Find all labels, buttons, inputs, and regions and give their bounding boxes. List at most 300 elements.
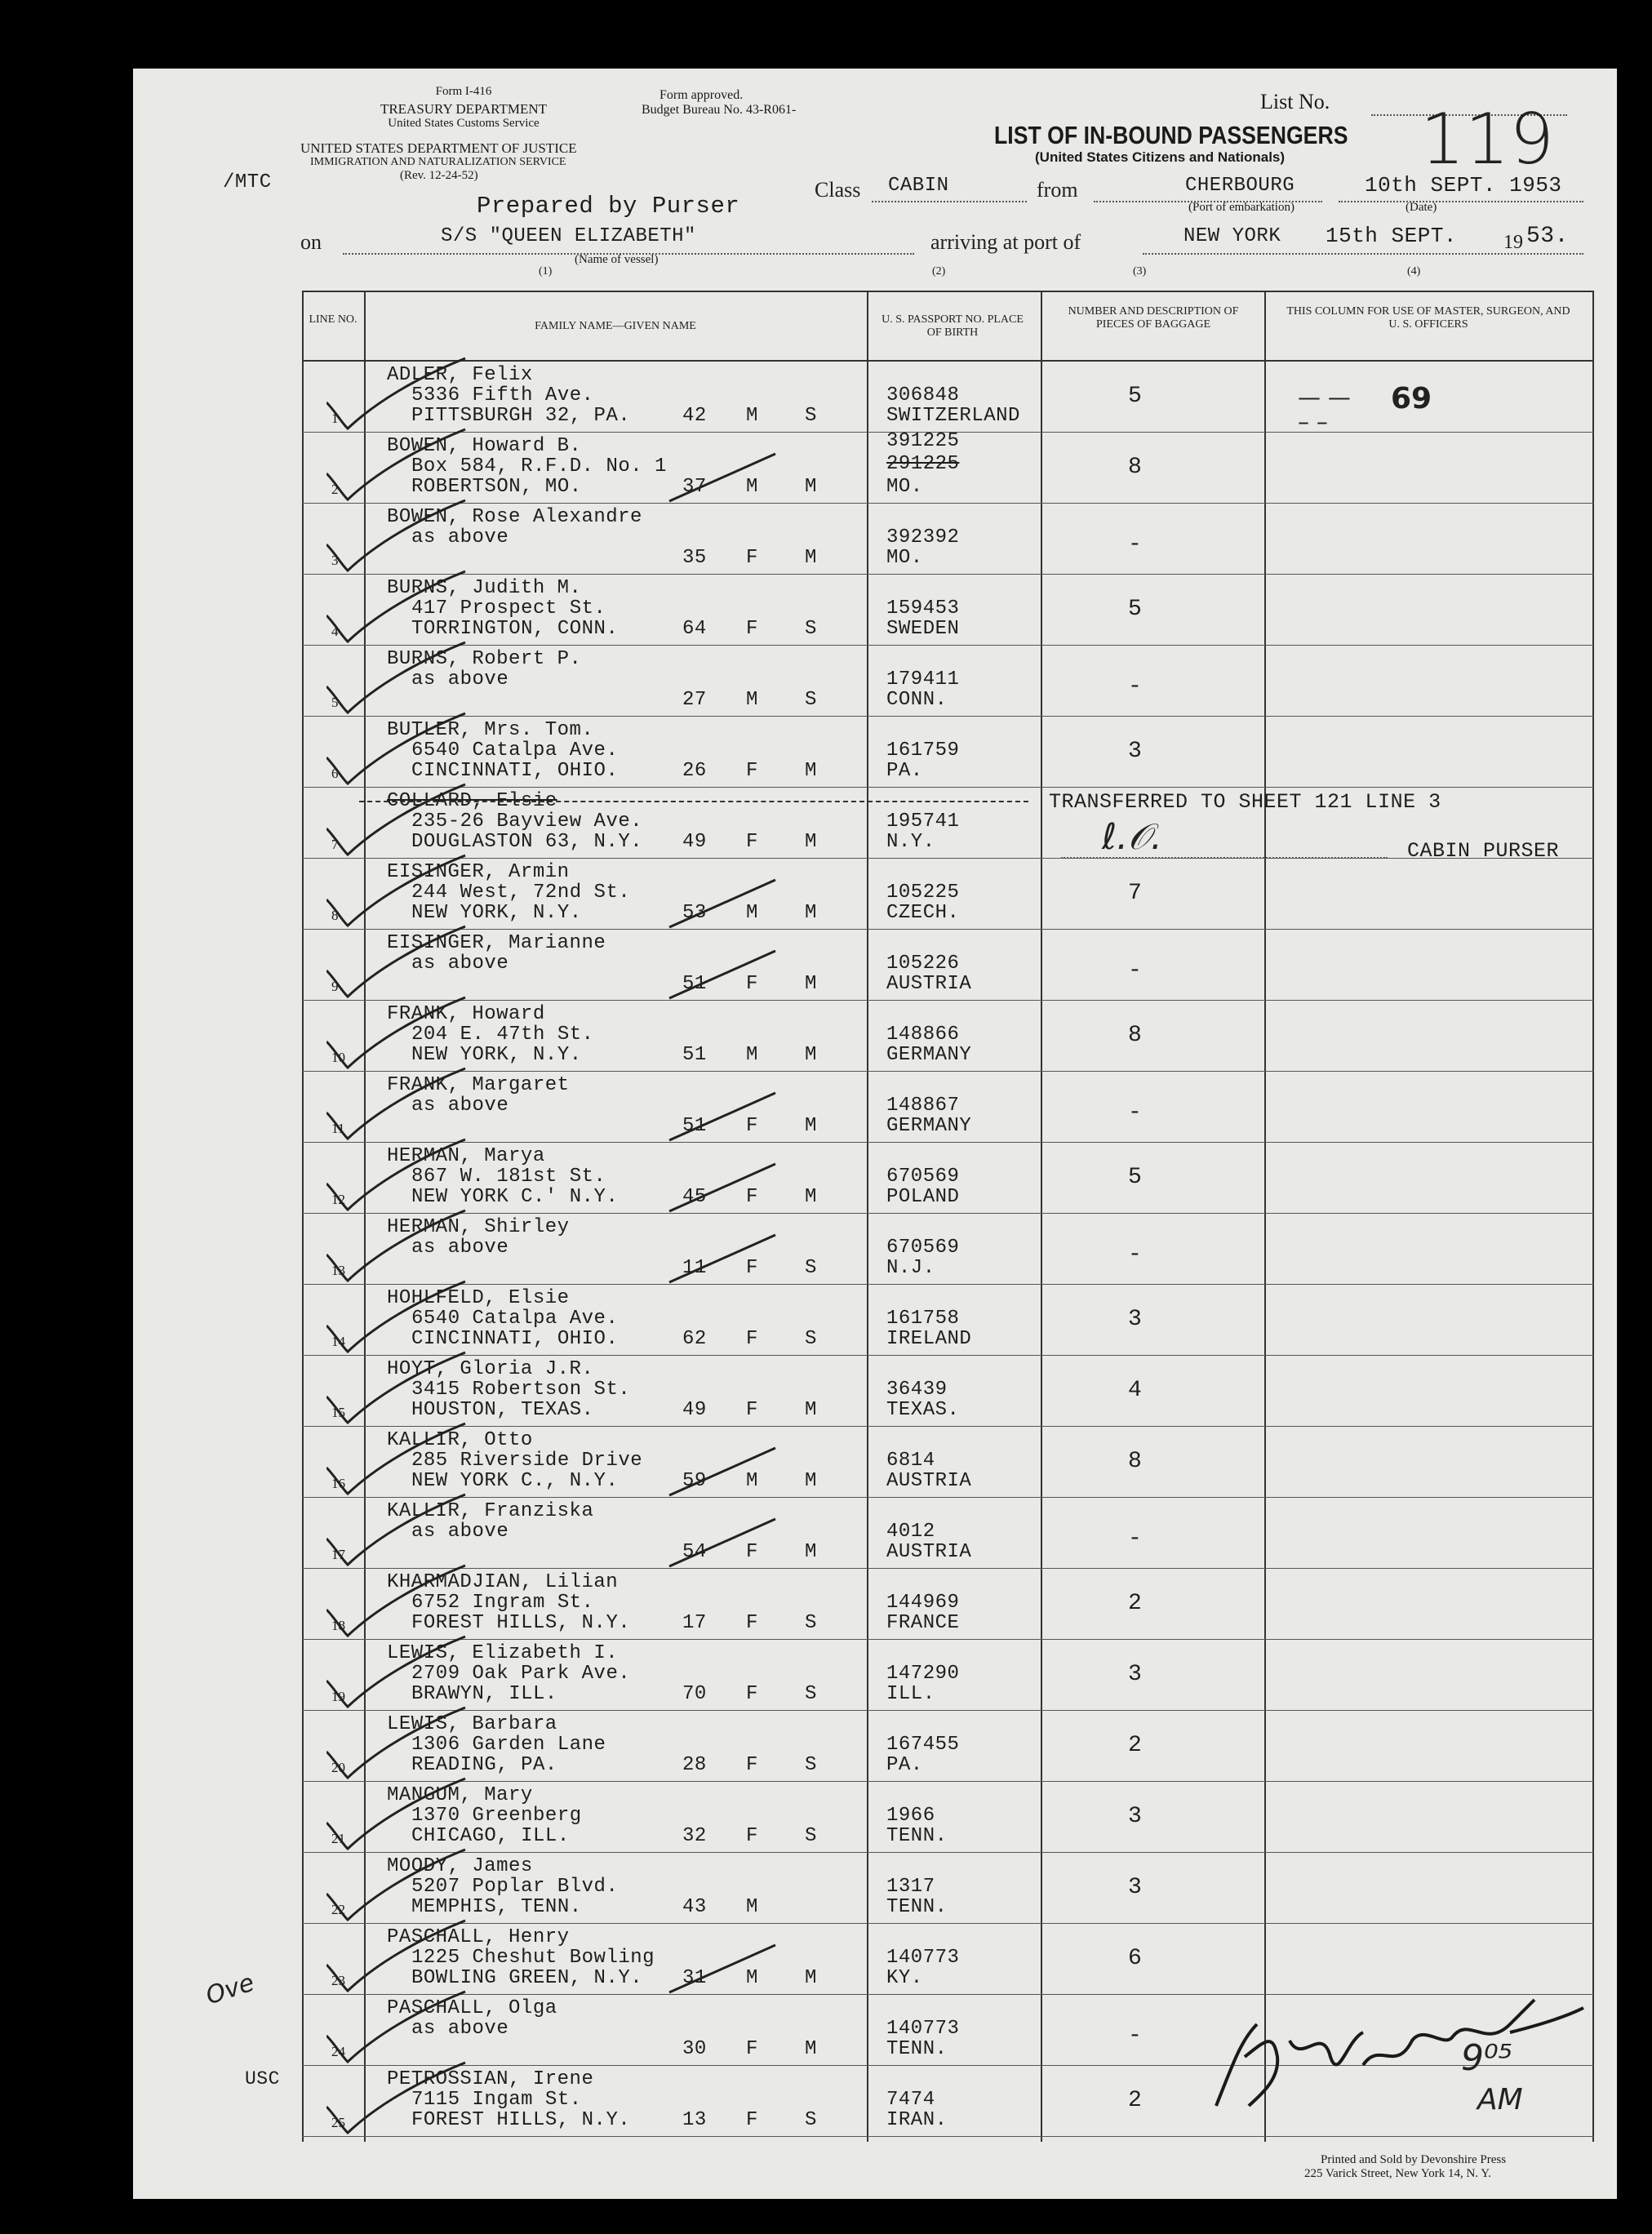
passenger-age: 51 (682, 973, 707, 995)
check-mark (326, 637, 482, 719)
table-row (302, 1356, 1594, 1427)
line-number: 6 (331, 766, 339, 781)
signature-am: AM (1477, 2083, 1523, 2116)
passenger-age: 26 (682, 760, 707, 782)
place-of-birth: TENN. (886, 1896, 948, 1918)
slash-mark (661, 875, 784, 932)
check-mark (326, 1987, 482, 2068)
check-mark (326, 1916, 482, 1997)
passenger-city: TORRINGTON, CONN. (411, 618, 619, 640)
passenger-sex: M (746, 1967, 758, 1989)
passenger-age: 35 (682, 547, 707, 569)
col3-number: (3) (1133, 265, 1147, 278)
passenger-address: 6540 Catalpa Ave. (411, 1308, 619, 1330)
passenger-sex: M (746, 1896, 758, 1918)
passenger-age: 51 (682, 1115, 707, 1137)
passenger-sex: F (746, 1257, 758, 1279)
row-divider (302, 2136, 1594, 2137)
baggage-count: - (1128, 532, 1143, 557)
check-mark (326, 1135, 482, 1216)
corner-usc: USC (245, 2068, 280, 2090)
slash-mark (661, 1940, 784, 1997)
marital-status: S (805, 1612, 817, 1634)
passenger-address: as above (411, 1521, 509, 1543)
passenger-age: 30 (682, 2038, 707, 2060)
baggage-count: - (1128, 958, 1143, 984)
passenger-name: EISINGER, Armin (387, 861, 570, 883)
baggage-count: - (1128, 1100, 1143, 1126)
arrival-year: 53. (1526, 224, 1569, 249)
class-label: Class (815, 178, 861, 202)
passenger-address: 6540 Catalpa Ave. (411, 739, 619, 762)
passenger-name: COLLARD, Elsie (387, 790, 557, 812)
passport-number: 140773 (886, 1947, 960, 1969)
passenger-sex: F (746, 1683, 758, 1705)
embark-date: 10th SEPT. 1953 (1365, 173, 1562, 198)
place-of-birth: N.J. (886, 1257, 935, 1279)
passenger-city: DOUGLASTON 63, N.Y. (411, 831, 643, 853)
baggage-count: 3 (1128, 1875, 1143, 1900)
marital-status: M (805, 902, 817, 924)
passport-number: 6814 (886, 1450, 935, 1472)
table-row (302, 1924, 1594, 1995)
passenger-address: 7115 Ingam St. (411, 2089, 582, 2111)
line-number: 16 (331, 1476, 345, 1491)
margin-scrawl: Ove (202, 1968, 258, 2011)
line-number: 17 (331, 1547, 345, 1562)
passenger-address: 417 Prospect St. (411, 597, 606, 620)
passport-number: 161758 (886, 1308, 960, 1330)
passenger-age: 49 (682, 1399, 707, 1421)
place-of-birth: PA. (886, 760, 923, 782)
passenger-age: 31 (682, 1967, 707, 1989)
table-row (302, 1285, 1594, 1356)
purser-initials: ℓ.𝒪. (1102, 816, 1162, 858)
passenger-name: BOWEN, Howard B. (387, 435, 582, 457)
passenger-city: NEW YORK C., N.Y. (411, 1470, 619, 1492)
check-mark (326, 1206, 482, 1287)
marital-status: S (805, 1257, 817, 1279)
passenger-name: BUTLER, Mrs. Tom. (387, 719, 594, 741)
marital-status: M (805, 973, 817, 995)
passport-number: 140773 (886, 2018, 960, 2040)
marital-status: S (805, 1754, 817, 1776)
slash-mark (661, 1159, 784, 1216)
check-mark (326, 353, 482, 435)
passenger-age: 42 (682, 405, 707, 427)
passenger-sex: F (746, 618, 758, 640)
passenger-age: 49 (682, 831, 707, 853)
passenger-address: 5336 Fifth Ave. (411, 384, 594, 406)
passenger-city: CINCINNATI, OHIO. (411, 760, 619, 782)
passenger-sex: M (746, 1470, 758, 1492)
officer-dash-mark: — — (1298, 384, 1351, 411)
passenger-address: 867 W. 181st St. (411, 1166, 606, 1188)
place-of-birth: N.Y. (886, 831, 935, 853)
arrival-date: 15th SEPT. (1326, 224, 1458, 248)
justice-dept: UNITED STATES DEPARTMENT OF JUSTICE (300, 140, 577, 156)
passenger-age: 45 (682, 1186, 707, 1208)
passenger-address: as above (411, 1237, 509, 1259)
passenger-age: 53 (682, 902, 707, 924)
line-number: 10 (331, 1050, 345, 1065)
baggage-count: 2 (1128, 2088, 1143, 2113)
passenger-age: 37 (682, 476, 707, 498)
passenger-city: HOUSTON, TEXAS. (411, 1399, 594, 1421)
table-row (302, 1640, 1594, 1711)
col2-number: (2) (932, 265, 946, 278)
table-row (302, 930, 1594, 1001)
check-mark (326, 1348, 482, 1429)
arrival-year-prefix: 19 (1503, 232, 1523, 253)
passenger-sex: F (746, 2109, 758, 2131)
line-number: 19 (331, 1689, 345, 1704)
check-mark (326, 1490, 482, 1571)
passenger-city: NEW YORK C.' N.Y. (411, 1186, 619, 1208)
budget-bureau: Budget Bureau No. 43-R061- (642, 103, 797, 117)
baggage-count: - (1128, 674, 1143, 700)
table-row (302, 1498, 1594, 1569)
table-row (302, 1427, 1594, 1498)
passport-number: 1317 (886, 1876, 935, 1898)
check-mark (326, 1632, 482, 1713)
check-mark (326, 1845, 482, 1926)
stamp-mtc: /MTC (223, 171, 272, 193)
place-of-birth: AUSTRIA (886, 973, 972, 995)
marital-status: M (805, 831, 817, 853)
line-number: 20 (331, 1760, 345, 1775)
passenger-city: PITTSBURGH 32, PA. (411, 405, 631, 427)
passenger-sex: M (746, 476, 758, 498)
baggage-count: 2 (1128, 1591, 1143, 1616)
passenger-sex: F (746, 1541, 758, 1563)
passport-number: 670569 (886, 1237, 960, 1259)
table-row (302, 717, 1594, 788)
passport-number: 392392 (886, 526, 960, 549)
signature-time: 9⁰⁵ (1461, 2037, 1513, 2079)
passenger-name: HOYT, Gloria J.R. (387, 1358, 594, 1380)
table-row (302, 1143, 1594, 1214)
col-header-name: FAMILY NAME—GIVEN NAME (535, 320, 696, 332)
table-row (302, 1214, 1594, 1285)
strike-dash-line (359, 801, 1028, 802)
baggage-count: - (1128, 1526, 1143, 1552)
passenger-address: 1370 Greenberg (411, 1805, 582, 1827)
check-mark (326, 2058, 482, 2139)
passport-number-struck: 291225 (886, 453, 960, 475)
check-mark (326, 1703, 482, 1784)
passenger-name: BURNS, Robert P. (387, 648, 582, 670)
passenger-age: 27 (682, 689, 707, 711)
passenger-address: 1306 Garden Lane (411, 1734, 606, 1756)
check-mark (326, 708, 482, 790)
passport-number: 670569 (886, 1166, 960, 1188)
passenger-name: ADLER, Felix (387, 364, 533, 386)
place-of-birth: POLAND (886, 1186, 960, 1208)
passenger-age: 59 (682, 1470, 707, 1492)
baggage-count: 3 (1128, 1307, 1143, 1332)
passenger-sex: F (746, 1754, 758, 1776)
passport-number: 161759 (886, 739, 960, 762)
place-of-birth: MO. (886, 547, 923, 569)
passenger-name: FRANK, Margaret (387, 1074, 570, 1096)
port-embarkation: CHERBOURG (1185, 175, 1295, 197)
place-of-birth: CONN. (886, 689, 948, 711)
place-of-birth: IRELAND (886, 1328, 972, 1350)
slash-mark (661, 1443, 784, 1500)
passenger-name: HOHLFELD, Elsie (387, 1287, 570, 1309)
line-number: 24 (331, 2044, 345, 2059)
place-of-birth: AUSTRIA (886, 1541, 972, 1563)
passenger-sex: F (746, 2038, 758, 2060)
line-number: 23 (331, 1973, 345, 1988)
place-of-birth: CZECH. (886, 902, 960, 924)
passenger-name: MANGUM, Mary (387, 1784, 533, 1806)
table-row (302, 646, 1594, 717)
baggage-count: 5 (1128, 1165, 1143, 1190)
marital-status: M (805, 1399, 817, 1421)
marital-status: M (805, 1044, 817, 1066)
marital-status: M (805, 1541, 817, 1563)
passenger-age: 28 (682, 1754, 707, 1776)
passport-number: 4012 (886, 1521, 935, 1543)
officer-dash-mark: – – (1298, 408, 1328, 435)
table-row (302, 1711, 1594, 1782)
place-of-birth: TENN. (886, 1825, 948, 1847)
passport-number: 391225 (886, 430, 960, 452)
passenger-name: KALLIR, Otto (387, 1429, 533, 1451)
baggage-count: 8 (1128, 1449, 1143, 1474)
passenger-city: MEMPHIS, TENN. (411, 1896, 582, 1918)
col-header-baggage: NUMBER AND DESCRIPTION OF PIECES OF BAGGAGE (1068, 305, 1239, 331)
baggage-count: 6 (1128, 1946, 1143, 1971)
col-header-line: LINE NO. (309, 313, 357, 326)
passenger-name: LEWIS, Elizabeth I. (387, 1642, 619, 1664)
check-mark (326, 424, 482, 506)
port-embarkation-caption: (Port of embarkation) (1188, 201, 1295, 214)
passenger-city: NEW YORK, N.Y. (411, 902, 582, 924)
passenger-address: as above (411, 1095, 509, 1117)
line-number: 13 (331, 1263, 345, 1278)
printer-line-1: Printed and Sold by Devonshire Press (1321, 2153, 1507, 2166)
check-mark (326, 779, 482, 861)
place-of-birth: GERMANY (886, 1044, 972, 1066)
passenger-address: Box 584, R.F.D. No. 1 (411, 455, 667, 477)
place-of-birth: IRAN. (886, 2109, 948, 2131)
list-no-label: List No. (1260, 90, 1330, 113)
table-row (302, 1569, 1594, 1640)
place-of-birth: KY. (886, 1967, 923, 1989)
line-number: 1 (331, 411, 339, 426)
passenger-city: FOREST HILLS, N.Y. (411, 1612, 631, 1634)
passenger-address: 204 E. 47th St. (411, 1024, 594, 1046)
check-mark (326, 1774, 482, 1855)
table-row (302, 504, 1594, 575)
passenger-table (302, 291, 1594, 2142)
baggage-count: - (1128, 1242, 1143, 1268)
table-row (302, 1072, 1594, 1143)
passenger-address: 285 Riverside Drive (411, 1450, 643, 1472)
place-of-birth: PA. (886, 1754, 923, 1776)
passenger-name: LEWIS, Barbara (387, 1713, 557, 1735)
passenger-sex: M (746, 902, 758, 924)
check-mark (326, 566, 482, 648)
passenger-name: MOODY, James (387, 1855, 533, 1877)
passenger-age: 62 (682, 1328, 707, 1350)
check-mark (326, 1064, 482, 1145)
passenger-address: as above (411, 2018, 509, 2040)
place-of-birth: ILL. (886, 1683, 935, 1705)
marital-status: M (805, 1470, 817, 1492)
passenger-age: 43 (682, 1896, 707, 1918)
marital-status: S (805, 1683, 817, 1705)
baggage-count: - (1128, 2023, 1143, 2049)
place-of-birth: GERMANY (886, 1115, 972, 1137)
cabin-purser-label: CABIN PURSER (1407, 839, 1560, 863)
marital-status: S (805, 618, 817, 640)
line-number: 15 (331, 1405, 345, 1420)
check-mark (326, 1419, 482, 1500)
passenger-age: 32 (682, 1825, 707, 1847)
passport-number: 1966 (886, 1805, 935, 1827)
passenger-city: CINCINNATI, OHIO. (411, 1328, 619, 1350)
passenger-sex: F (746, 1115, 758, 1137)
passenger-sex: F (746, 547, 758, 569)
check-mark (326, 922, 482, 1003)
baggage-count: 7 (1128, 881, 1143, 906)
passport-number: 306848 (886, 384, 960, 406)
page-subtitle: (United States Citizens and Nationals) (1035, 149, 1286, 165)
check-mark (326, 1277, 482, 1358)
passenger-city: READING, PA. (411, 1754, 557, 1776)
baggage-count: 3 (1128, 1804, 1143, 1829)
printer-line-2: 225 Varick Street, New York 14, N. Y. (1304, 2167, 1491, 2180)
place-of-birth: MO. (886, 476, 923, 498)
slash-mark (661, 1230, 784, 1287)
passenger-sex: M (746, 1044, 758, 1066)
passport-number: 159453 (886, 597, 960, 620)
class-value: CABIN (888, 175, 949, 197)
passenger-address: as above (411, 668, 509, 691)
passenger-name: FRANK, Howard (387, 1003, 545, 1025)
line-number: 12 (331, 1192, 345, 1207)
marital-status: M (805, 2038, 817, 2060)
place-of-birth: SWEDEN (886, 618, 960, 640)
baggage-count: 3 (1128, 739, 1143, 764)
passport-number: 105225 (886, 882, 960, 904)
passenger-name: BOWEN, Rose Alexandre (387, 506, 642, 528)
baggage-count: 8 (1128, 1023, 1143, 1048)
slash-mark (661, 1088, 784, 1145)
vessel-caption: (Name of vessel) (575, 253, 659, 266)
check-mark (326, 495, 482, 577)
passenger-address: 1225 Cheshut Bowling (411, 1947, 655, 1969)
col4-number: (4) (1407, 265, 1421, 278)
line-number: 8 (331, 908, 339, 923)
passenger-sex: F (746, 1825, 758, 1847)
passport-number: 167455 (886, 1734, 960, 1756)
baggage-count: 3 (1128, 1662, 1143, 1687)
officer-note-69: 69 (1391, 382, 1432, 415)
passenger-sex: F (746, 1612, 758, 1634)
line-number: 7 (331, 837, 339, 852)
passenger-age: 70 (682, 1683, 707, 1705)
customs-service: United States Customs Service (388, 117, 540, 130)
passenger-address: 235-26 Bayview Ave. (411, 811, 643, 833)
passenger-age: 11 (682, 1257, 707, 1279)
marital-status: M (805, 476, 817, 498)
line-number: 22 (331, 1902, 345, 1917)
line-number: 3 (331, 553, 339, 568)
passport-number: 148866 (886, 1024, 960, 1046)
marital-status: M (805, 760, 817, 782)
passenger-age: 13 (682, 2109, 707, 2131)
line-number: 4 (331, 624, 339, 639)
passenger-name: HERMAN, Marya (387, 1145, 545, 1167)
slash-mark (661, 946, 784, 1003)
line-number: 11 (331, 1121, 345, 1136)
col-header-officers: THIS COLUMN FOR USE OF MASTER, SURGEON, AND U. S. OFFICERS (1286, 305, 1570, 331)
line-number: 18 (331, 1618, 345, 1633)
passenger-city: NEW YORK, N.Y. (411, 1044, 582, 1066)
passenger-name: KHARMADJIAN, Lilian (387, 1571, 619, 1593)
baggage-count: 8 (1128, 455, 1143, 480)
on-label: on (300, 230, 322, 254)
passport-number: 36439 (886, 1379, 948, 1401)
passenger-address: 5207 Poplar Blvd. (411, 1876, 619, 1898)
passenger-address: as above (411, 953, 509, 975)
passenger-name: BURNS, Judith M. (387, 577, 582, 599)
arriving-label: arriving at port of (930, 230, 1081, 254)
line-number: 25 (331, 2115, 345, 2130)
passenger-address: as above (411, 526, 509, 549)
passport-number: 144969 (886, 1592, 960, 1614)
place-of-birth: FRANCE (886, 1612, 960, 1634)
marital-status: M (805, 547, 817, 569)
marital-status: S (805, 689, 817, 711)
check-mark (326, 993, 482, 1074)
place-of-birth: SWITZERLAND (886, 405, 1020, 427)
baggage-count: 2 (1128, 1733, 1143, 1758)
check-mark (326, 1561, 482, 1642)
passenger-city: ROBERTSON, MO. (411, 476, 582, 498)
passenger-age: 64 (682, 618, 707, 640)
baggage-count: 5 (1128, 384, 1143, 409)
marital-status: S (805, 1328, 817, 1350)
page-title: LIST OF IN-BOUND PASSENGERS (994, 121, 1348, 149)
passenger-age: 51 (682, 1044, 707, 1066)
form-number: Form I-416 (435, 85, 492, 98)
marital-status: M (805, 1115, 817, 1137)
passenger-address: 244 West, 72nd St. (411, 882, 631, 904)
from-label: from (1037, 178, 1078, 202)
passenger-city: FOREST HILLS, N.Y. (411, 2109, 631, 2131)
passenger-sex: F (746, 973, 758, 995)
passenger-age: 17 (682, 1612, 707, 1634)
table-row (302, 1782, 1594, 1853)
line-number: 21 (331, 1831, 345, 1846)
passport-number: 147290 (886, 1663, 960, 1685)
form-approved: Form approved. (659, 88, 744, 102)
line-number: 14 (331, 1334, 345, 1349)
line-number: 2 (331, 482, 339, 497)
passport-number: 179411 (886, 668, 960, 691)
passenger-name: PASCHALL, Henry (387, 1926, 570, 1948)
marital-status: M (805, 1186, 817, 1208)
marital-status: S (805, 2109, 817, 2131)
passenger-name: HERMAN, Shirley (387, 1216, 570, 1238)
form-revision: (Rev. 12-24-52) (400, 169, 478, 182)
